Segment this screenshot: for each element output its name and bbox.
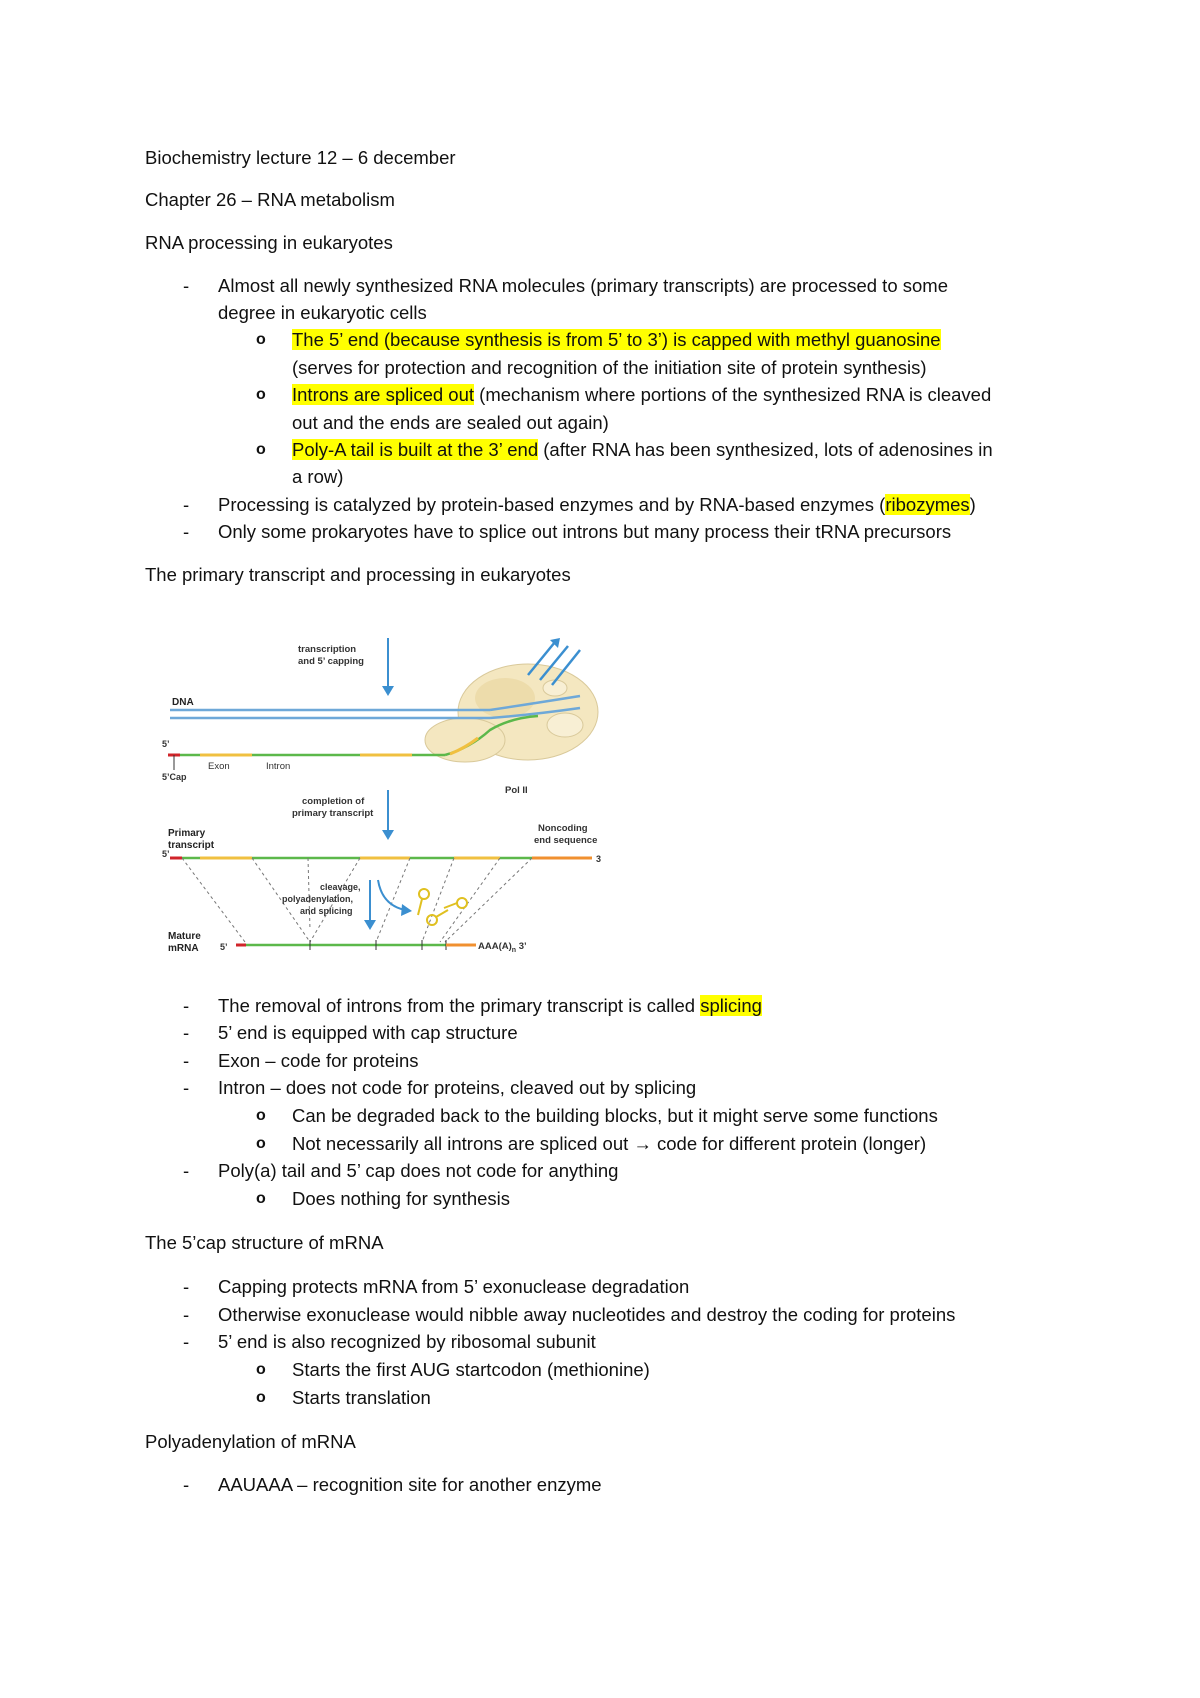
bullet-capping-protects: Capping protects mRNA from 5’ exonuclease degradation	[218, 1276, 690, 1297]
splicing-arrowhead	[401, 904, 412, 916]
text-run: )	[969, 494, 976, 515]
capping-label: and 5’ capping	[298, 656, 364, 667]
sub-bullet-capping-cont: (serves for protection and recognition of the initiation site of protein synthesis)	[292, 357, 927, 378]
primary-transcript-label: primary transcript	[292, 808, 374, 819]
highlight-polya: Poly-A tail is built at the 3’ end	[292, 439, 539, 460]
primary-transcript-figure	[160, 630, 670, 975]
o-bullet: o	[256, 1361, 266, 1378]
five-prime-label: 5’	[162, 849, 170, 859]
section-heading-rna-processing: RNA processing in eukaryotes	[145, 232, 393, 253]
document-title: Biochemistry lecture 12 – 6 december	[145, 147, 456, 168]
mature-label: Mature	[168, 931, 201, 942]
splicing-label: and splicing	[300, 906, 353, 916]
three-prime-label: 3	[596, 854, 602, 864]
dna-label: DNA	[172, 697, 194, 708]
o-bullet: o	[256, 441, 266, 458]
splicing-arrowhead	[364, 920, 376, 930]
intron-label: Intron	[266, 761, 291, 772]
splicing-arrow	[378, 880, 405, 910]
splice-guides	[182, 858, 532, 942]
polyadenylation-label: polyadenylation,	[282, 894, 354, 904]
dash-bullet: -	[183, 1050, 190, 1071]
bullet-processing-catalyzed	[218, 492, 976, 518]
highlight-ribozymes: ribozymes	[885, 494, 970, 515]
dash-bullet: -	[183, 1022, 190, 1043]
pol-ii-label: Pol II	[505, 785, 528, 796]
sub-bullet-translation: Starts translation	[292, 1387, 431, 1408]
chapter-title: Chapter 26 – RNA metabolism	[145, 189, 395, 210]
text-run: The removal of introns from the primary transcript is called	[218, 995, 701, 1016]
five-prime-label: 5’	[220, 942, 228, 952]
sub-bullet-polya-rest: (after RNA has been synthesized, lots of adenosines in	[538, 439, 993, 460]
three-prime-text: 3’	[516, 941, 527, 952]
highlight-capping: The 5’ end (because synthesis is from 5’ to 3’) is capped with methyl guanosine	[292, 329, 941, 350]
sub-bullet-introns-rest: (mechanism where portions of the synthesized RNA is cleaved	[474, 384, 992, 405]
highlight-splicing: splicing	[700, 995, 762, 1016]
polya-label	[478, 941, 527, 954]
lariat-tail	[436, 910, 448, 917]
bullet-polya-cap: Poly(a) tail and 5’ cap does not code for anything	[218, 1160, 619, 1181]
transcription-arrowhead	[382, 686, 394, 696]
section-heading-cap-structure: The 5’cap structure of mRNA	[145, 1232, 384, 1253]
o-bullet: o	[256, 1107, 266, 1124]
dash-bullet: -	[183, 1331, 190, 1352]
dash-bullet: -	[183, 1304, 190, 1325]
highlight-introns: Introns are spliced out	[292, 384, 475, 405]
dash-bullet: -	[183, 1077, 190, 1098]
bullet-ribosomal: 5’ end is also recognized by ribosomal subunit	[218, 1331, 596, 1352]
dash-bullet: -	[183, 494, 190, 515]
dash-bullet: -	[183, 1474, 190, 1495]
mrna-label: mRNA	[168, 943, 199, 954]
lariat-tail	[418, 899, 422, 915]
dash-bullet: -	[183, 521, 190, 542]
five-prime-label: 5’	[162, 739, 170, 749]
polya-text: AAA(A)	[478, 941, 512, 952]
sub-bullet-polya-cont: a row)	[292, 466, 344, 487]
dash-bullet: -	[183, 1276, 190, 1297]
polya-subscript: n	[511, 947, 517, 954]
transcription-label: transcription	[298, 644, 357, 655]
o-bullet: o	[256, 386, 266, 403]
exon-label: Exon	[208, 761, 230, 772]
bullet-exonuclease: Otherwise exonuclease would nibble away nucleotides and destroy the coding for proteins	[218, 1304, 956, 1325]
bullet-exon: Exon – code for proteins	[218, 1050, 419, 1071]
bullet-primary-transcripts: Almost all newly synthesized RNA molecules (primary transcripts) are processed to some	[218, 275, 948, 296]
sub-bullet-degraded: Can be degraded back to the building blocks, but it might serve some functions	[292, 1105, 938, 1126]
cleavage-label: cleavage,	[320, 882, 361, 892]
sub-bullet-introns-cont: out and the ends are sealed out again)	[292, 412, 609, 433]
sub-bullet-nothing: Does nothing for synthesis	[292, 1188, 511, 1209]
transcript-label: transcript	[168, 840, 215, 851]
dash-bullet: -	[183, 275, 190, 296]
dash-bullet: -	[183, 1160, 190, 1181]
o-bullet: o	[256, 1135, 266, 1152]
section-heading-primary-transcript: The primary transcript and processing in eukaryotes	[145, 564, 571, 585]
pol-ii-spot	[547, 713, 583, 737]
cap-label: 5’Cap	[162, 772, 187, 782]
text-run: Processing is catalyzed by protein-based enzymes and by RNA-based enzymes (	[218, 494, 886, 515]
section-heading-polyadenylation: Polyadenylation of mRNA	[145, 1431, 356, 1452]
bullet-splicing	[218, 993, 762, 1019]
lariat-icon	[457, 898, 467, 908]
sub-bullet-polya	[292, 437, 993, 463]
sub-bullet-not-all-spliced: Not necessarily all introns are spliced out → code for different protein (longer)	[292, 1133, 927, 1154]
dash-bullet: -	[183, 995, 190, 1016]
primary-label: Primary	[168, 828, 206, 839]
bullet-prokaryotes: Only some prokaryotes have to splice out introns but many process their tRNA precursors	[218, 521, 952, 542]
o-bullet: o	[256, 1389, 266, 1406]
noncoding-label: Noncoding	[538, 823, 588, 834]
bullet-intron: Intron – does not code for proteins, cleaved out by splicing	[218, 1077, 697, 1098]
end-sequence-label: end sequence	[534, 835, 598, 846]
completion-label: completion of	[302, 796, 365, 807]
sub-bullet-introns	[292, 382, 991, 408]
completion-arrowhead	[382, 830, 394, 840]
pol-ii-inner	[475, 678, 535, 718]
o-bullet: o	[256, 1190, 266, 1207]
bullet-primary-transcripts-cont: degree in eukaryotic cells	[218, 302, 427, 323]
bullet-aauaaa: AAUAAA – recognition site for another enzyme	[218, 1474, 602, 1495]
sub-bullet-aug: Starts the first AUG startcodon (methionine)	[292, 1359, 650, 1380]
lariat-icon	[419, 889, 429, 899]
sub-bullet-capping	[292, 327, 941, 353]
lariat-tail	[444, 903, 457, 908]
bullet-cap-structure: 5’ end is equipped with cap structure	[218, 1022, 518, 1043]
o-bullet: o	[256, 331, 266, 348]
